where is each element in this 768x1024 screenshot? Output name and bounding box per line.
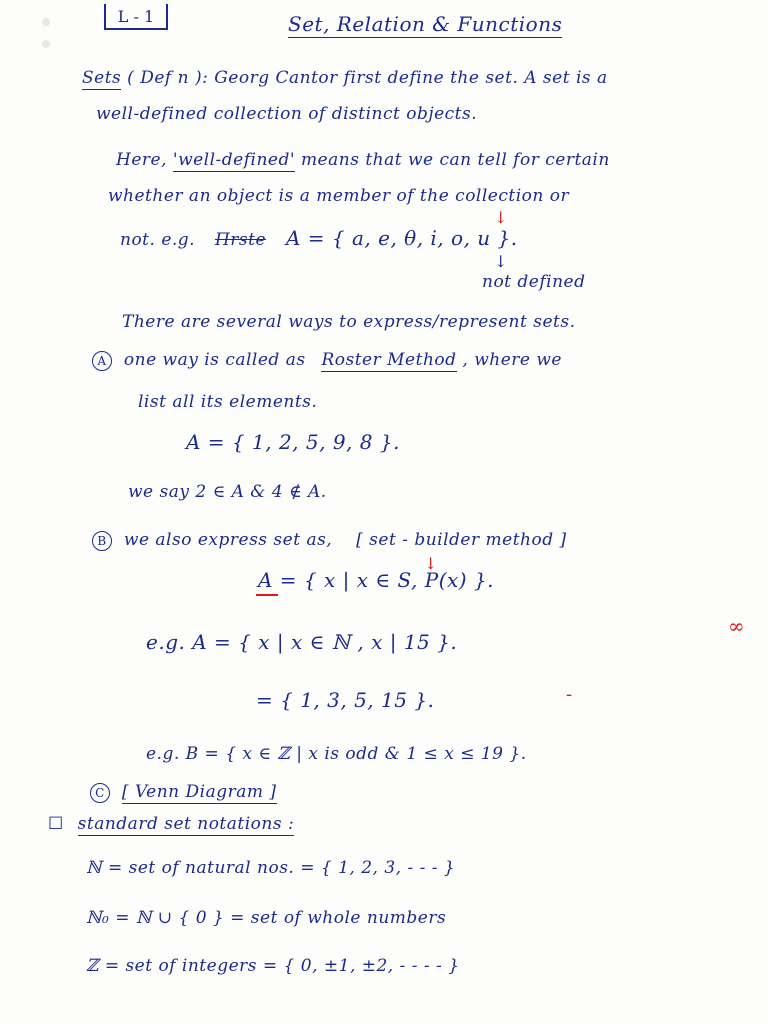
note-line-20: ℕ₀ = ℕ ∪ { 0 } = set of whole numbers bbox=[86, 908, 447, 928]
item-marker-b: B bbox=[92, 531, 112, 551]
lecture-tag: L - 1 bbox=[104, 4, 168, 30]
red-down-arrow: ↓ bbox=[424, 554, 438, 573]
note-line-15: = { 1, 3, 5, 15 }. bbox=[256, 688, 435, 712]
checkbox-icon: ☐ bbox=[48, 814, 64, 834]
margin-mark: ∞ bbox=[728, 614, 746, 638]
note-line-13: A = { x | x ∈ S, P(x) }. bbox=[258, 568, 495, 592]
note-line-9: list all its elements. bbox=[138, 392, 318, 412]
note-line-4: whether an object is a member of the collection or bbox=[108, 186, 570, 206]
note-line-18: ☐ standard set notations : bbox=[48, 814, 295, 834]
item-marker-c: C bbox=[90, 783, 110, 803]
note-line-5: not. e.g. Πrste A = { a, e, θ, i, o, u }. bbox=[120, 226, 518, 250]
note-line-10: A = { 1, 2, 5, 9, 8 }. bbox=[186, 430, 400, 454]
note-line-7: There are several ways to express/represent sets. bbox=[122, 312, 576, 332]
item-marker-a: A bbox=[92, 351, 112, 371]
note-line-17: C [ Venn Diagram ] bbox=[90, 782, 277, 803]
note-line-8: A one way is called as Roster Method , where we bbox=[92, 350, 562, 371]
dash-mark: - bbox=[566, 684, 573, 705]
red-down-arrow: ↓ bbox=[494, 208, 508, 227]
red-underline bbox=[256, 594, 278, 596]
note-line-21: ℤ = set of integers = { 0, ±1, ±2, - - - - } bbox=[86, 956, 460, 976]
page-title: Set, Relation & Functions bbox=[288, 12, 563, 36]
note-line-3: Here, 'well-defined' means that we can tell for certain bbox=[116, 150, 610, 170]
note-line-14: e.g. A = { x | x ∈ ℕ , x | 15 }. bbox=[146, 630, 458, 654]
down-arrow: ↓ bbox=[494, 252, 508, 271]
binder-hole bbox=[42, 40, 50, 48]
note-line-19: ℕ = set of natural nos. = { 1, 2, 3, - - - } bbox=[86, 858, 456, 878]
note-line-1: Sets ( Def n ): Georg Cantor first define the set. A set is a bbox=[82, 68, 608, 88]
note-line-11: we say 2 ∈ A & 4 ∉ A. bbox=[128, 482, 327, 502]
note-line-6: not defined bbox=[482, 272, 586, 292]
binder-hole bbox=[42, 18, 50, 26]
note-line-16: e.g. B = { x ∈ ℤ | x is odd & 1 ≤ x ≤ 19 }. bbox=[146, 744, 527, 764]
note-line-12: B we also express set as, [ set - builder method ] bbox=[92, 530, 567, 551]
note-line-2: well-defined collection of distinct objects. bbox=[96, 104, 478, 124]
